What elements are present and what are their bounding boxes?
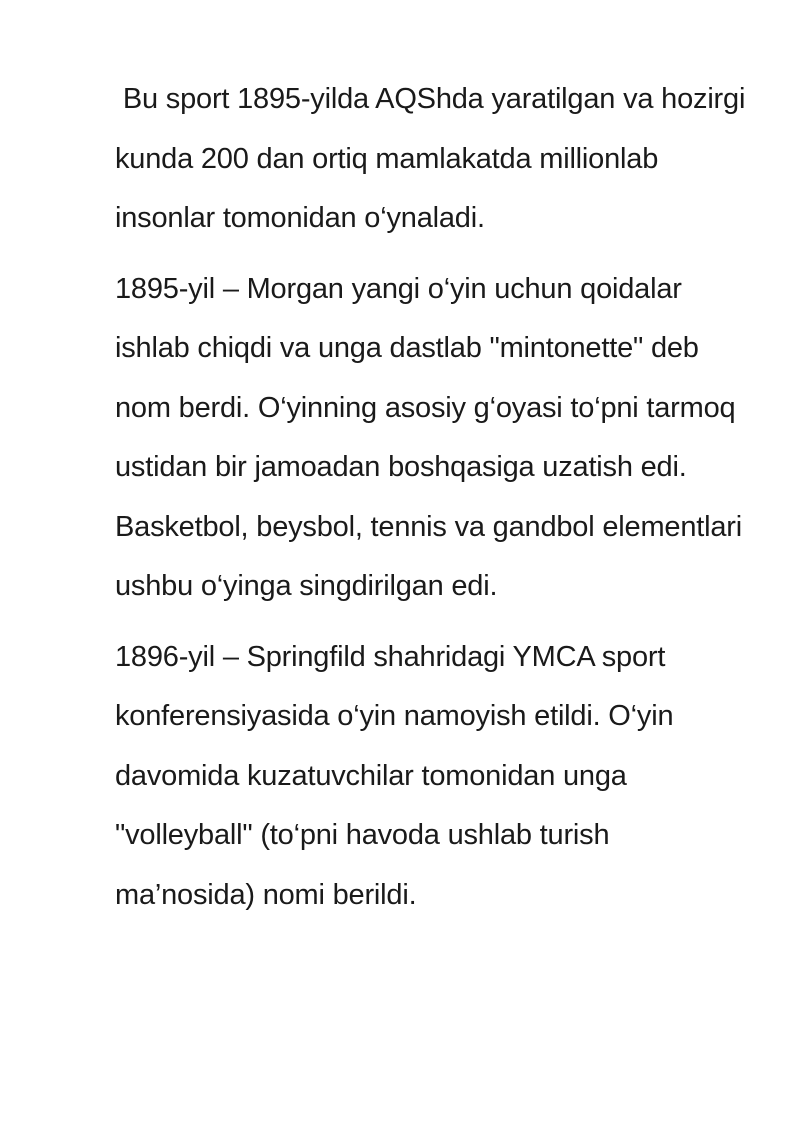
paragraph-1896: 1896-yil – Springfild shahridagi YMCA sport konferensiyasida o‘yin namoyish etildi. O‘yin davomida kuzatuvchilar tomonidan unga "volleyball" (to‘pni havoda ushlab turish ma’nosida) nomi berildi.	[115, 640, 682, 911]
paragraph-1895: 1895-yil – Morgan yangi o‘yin uchun qoidalar ishlab chiqdi va unga dastlab "mintonette" deb nom berdi. O‘yinning asosiy g‘oyasi to‘pni tarmoq ustidan bir jamoadan boshqasiga uzatish edi. Basketbol, beysbol, tennis va gandbol elementlari ushbu o‘yinga singdirilgan edi.	[115, 272, 750, 602]
document-body	[115, 70, 755, 936]
paragraph-intro: Bu sport 1895-yilda AQShda yaratilgan va hozirgi kunda 200 dan ortiq mamlakatda millionlab insonlar tomonidan o‘ynaladi.	[115, 83, 754, 234]
